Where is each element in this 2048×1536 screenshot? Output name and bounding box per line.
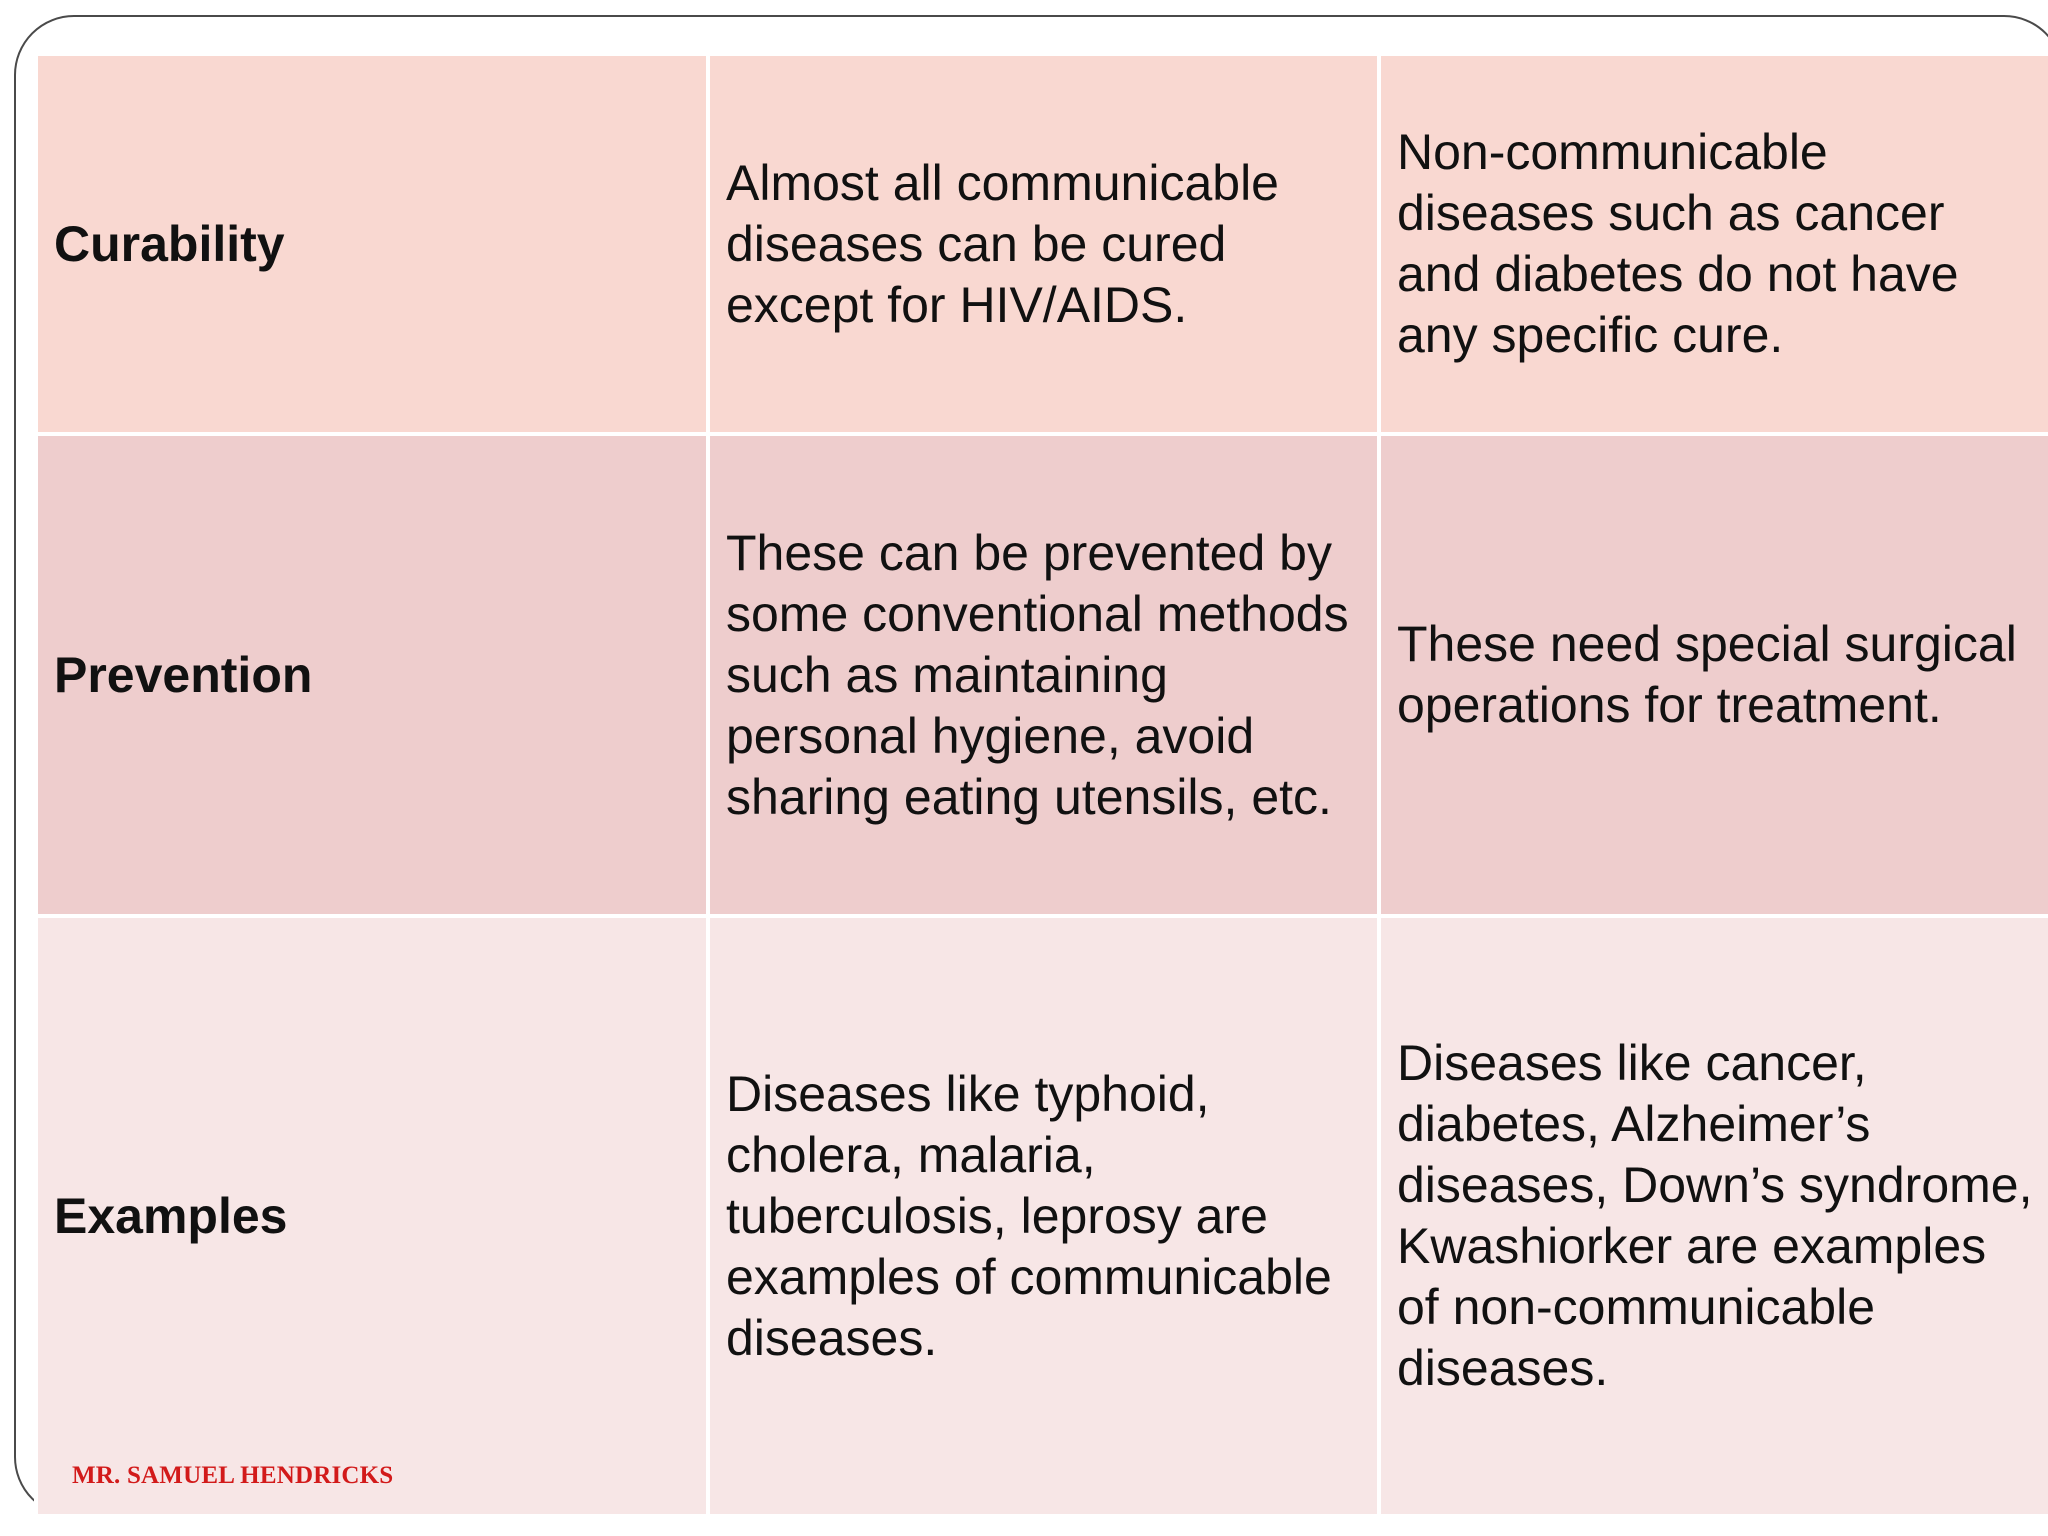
row-label-examples: Examples [36, 916, 708, 1516]
table-row-prevention [36, 434, 2048, 916]
comparison-table [34, 52, 2048, 1518]
communicable-examples-cell: Diseases like typhoid, cholera, malaria, tuberculosis, leprosy are examples of communicable diseases. [708, 916, 1379, 1516]
row-label-prevention: Prevention [36, 434, 708, 916]
communicable-prevention-cell: These can be prevented by some conventional methods such as maintaining personal hygiene, avoid sharing eating utensils, etc. [708, 434, 1379, 916]
row-label-curability: Curability [36, 54, 708, 434]
non-communicable-prevention-cell: These need special surgical operations for treatment. [1379, 434, 2048, 916]
communicable-curability-cell: Almost all communicable diseases can be cured except for HIV/AIDS. [708, 54, 1379, 434]
non-communicable-curability-cell: Non-communicable diseases such as cancer and diabetes do not have any specific cure. [1379, 54, 2048, 434]
non-communicable-examples-cell: Diseases like cancer, diabetes, Alzheimer’s diseases, Down’s syndrome, Kwashiorker are examples of non-communicable diseases. [1379, 916, 2048, 1516]
table-row-examples [36, 916, 2048, 1516]
author-footer: MR. SAMUEL HENDRICKS [72, 1462, 394, 1489]
table-row-curability [36, 54, 2048, 434]
